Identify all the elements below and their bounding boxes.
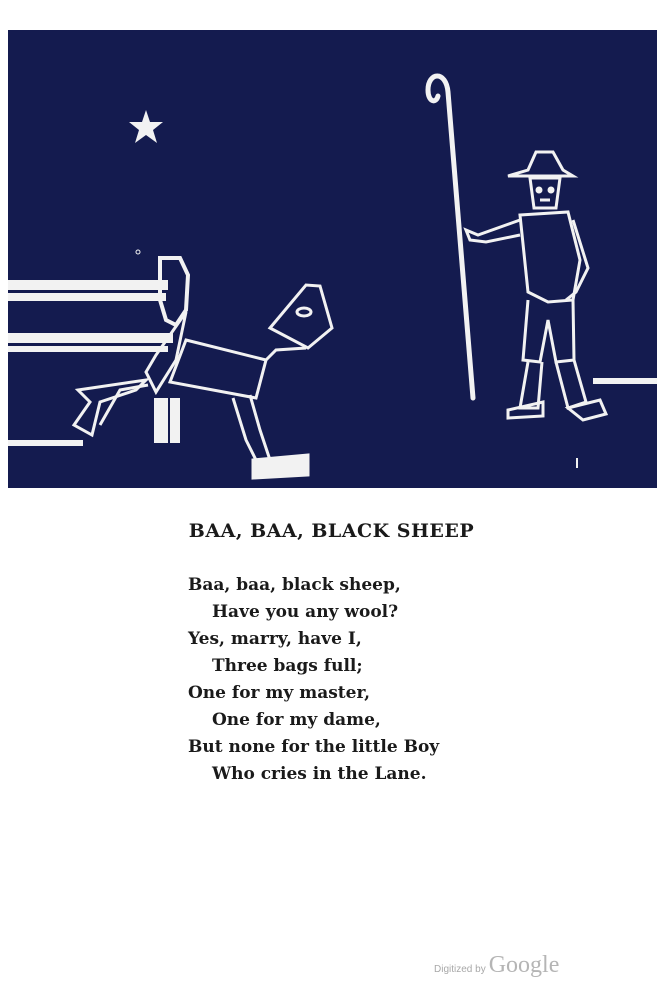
digitized-label: Digitized by [434, 964, 486, 975]
night-scene [8, 30, 657, 488]
illustration [8, 30, 657, 488]
poem-line: One for my master, [188, 683, 371, 703]
google-logo: Google [488, 952, 560, 978]
poem-line: Who cries in the Lane. [212, 764, 427, 784]
poem-line: Baa, baa, black sheep, [188, 575, 401, 595]
digitized-watermark [434, 952, 559, 979]
poem-line: Have you any wool? [212, 602, 399, 622]
poem-line: One for my dame, [212, 710, 381, 730]
poem [188, 572, 439, 788]
page-title: BAA, BAA, BLACK SHEEP [188, 520, 475, 542]
poem-line: But none for the little Boy [188, 737, 440, 757]
poem-line: Yes, marry, have I, [188, 629, 362, 649]
poem-line: Three bags full; [212, 656, 363, 676]
